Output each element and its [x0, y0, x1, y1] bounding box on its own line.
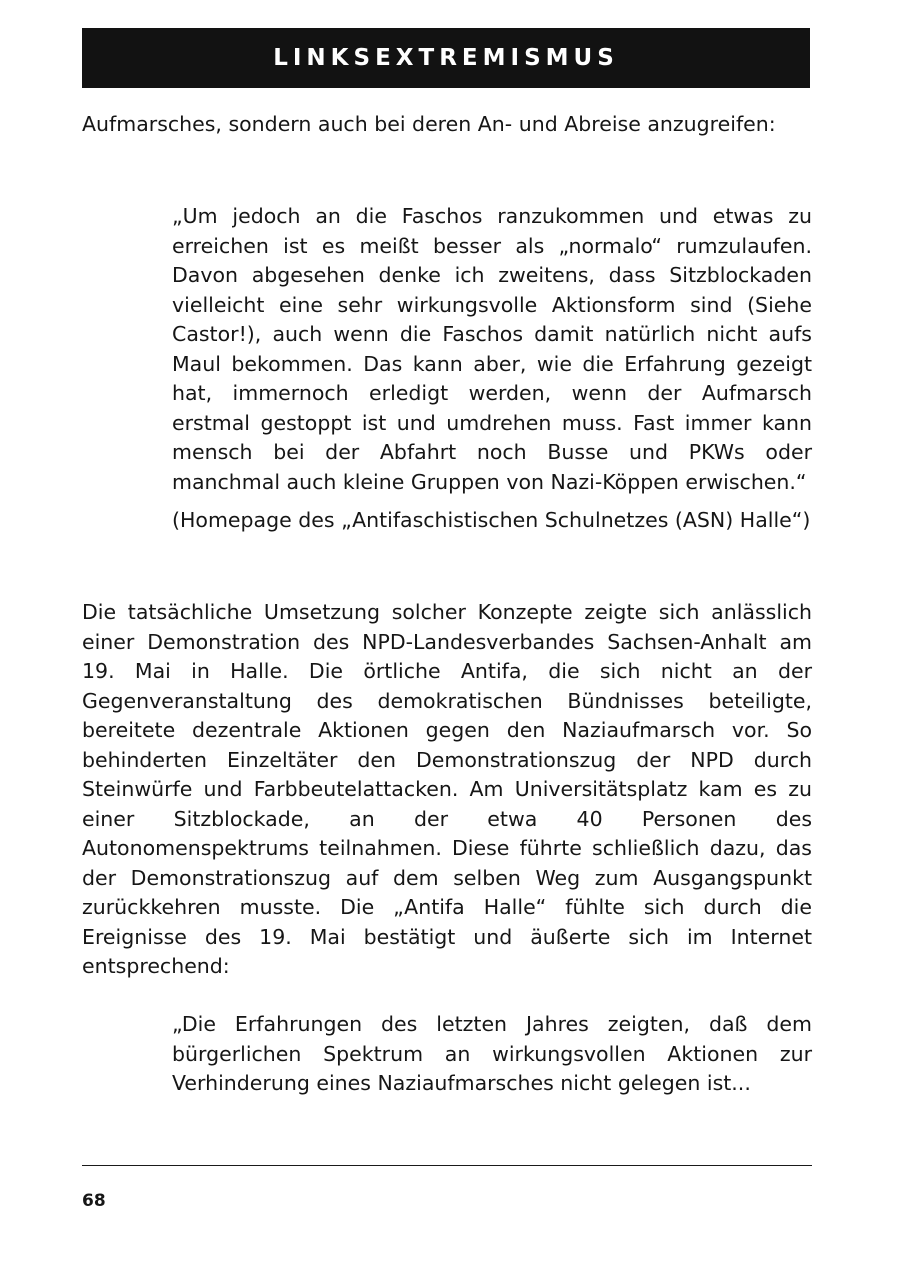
- page-number: 68: [82, 1191, 106, 1211]
- body-paragraph-halle: Die tatsächliche Umsetzung solcher Konzepte zeigte sich anlässlich einer Demonstration des NPD-Landesverbandes Sachsen-Anhalt am 19. Mai in Halle. Die örtliche Antifa, die sich nicht an der Gegenveranstaltung des demokratischen Bündnisses beteiligte, bereitete dezentrale Aktionen gegen den Naziaufmarsch vor. So behinderten Einzeltäter den Demonstrationszug der NPD durch Steinwürfe und Farbbeutelattacken. Am Universitätsplatz kam es zu einer Sitzblockade, an der etwa 40 Personen des Autonomenspektrums teilnahmen. Diese führte schließlich dazu, das der Demonstrationszug auf dem selben Weg zum Ausgangspunkt zurückkehren musste. Die „Antifa Halle“ fühlte sich durch die Ereignisse des 19. Mai bestätigt und äußerte sich im Internet entsprechend:: [82, 600, 812, 978]
- chapter-header-bar: [82, 28, 810, 88]
- quote-source-citation: (Homepage des „Antifaschistischen Schulnetzes (ASN) Halle“): [172, 508, 811, 532]
- footer-divider: [82, 1165, 812, 1166]
- block-quote-antifa-halle: „Die Erfahrungen des letzten Jahres zeigten, daß dem bürgerlichen Spektrum an wirkungsvollen Aktionen zur Verhinderung eines Naziaufmarsches nicht gelegen ist...: [172, 1012, 812, 1095]
- body-paragraph-intro: Aufmarsches, sondern auch bei deren An- und Abreise anzugreifen:: [82, 112, 776, 136]
- block-quote-asn: „Um jedoch an die Faschos ranzukommen und etwas zu erreichen ist es meißt besser als „normalo“ rumzulaufen. Davon abgesehen denke ich zweitens, dass Sitzblockaden vielleicht eine sehr wirkungsvolle Aktionsform sind (Siehe Castor!), auch wenn die Faschos damit natürlich nicht aufs Maul bekommen. Das kann aber, wie die Erfahrung gezeigt hat, immernoch erledigt werden, wenn der Aufmarsch erstmal gestoppt ist und umdrehen muss. Fast immer kann mensch bei der Abfahrt noch Busse und PKWs oder manchmal auch kleine Gruppen von Nazi-Köppen erwischen.“: [172, 204, 812, 494]
- chapter-title: LINKSEXTREMISMUS: [273, 45, 619, 71]
